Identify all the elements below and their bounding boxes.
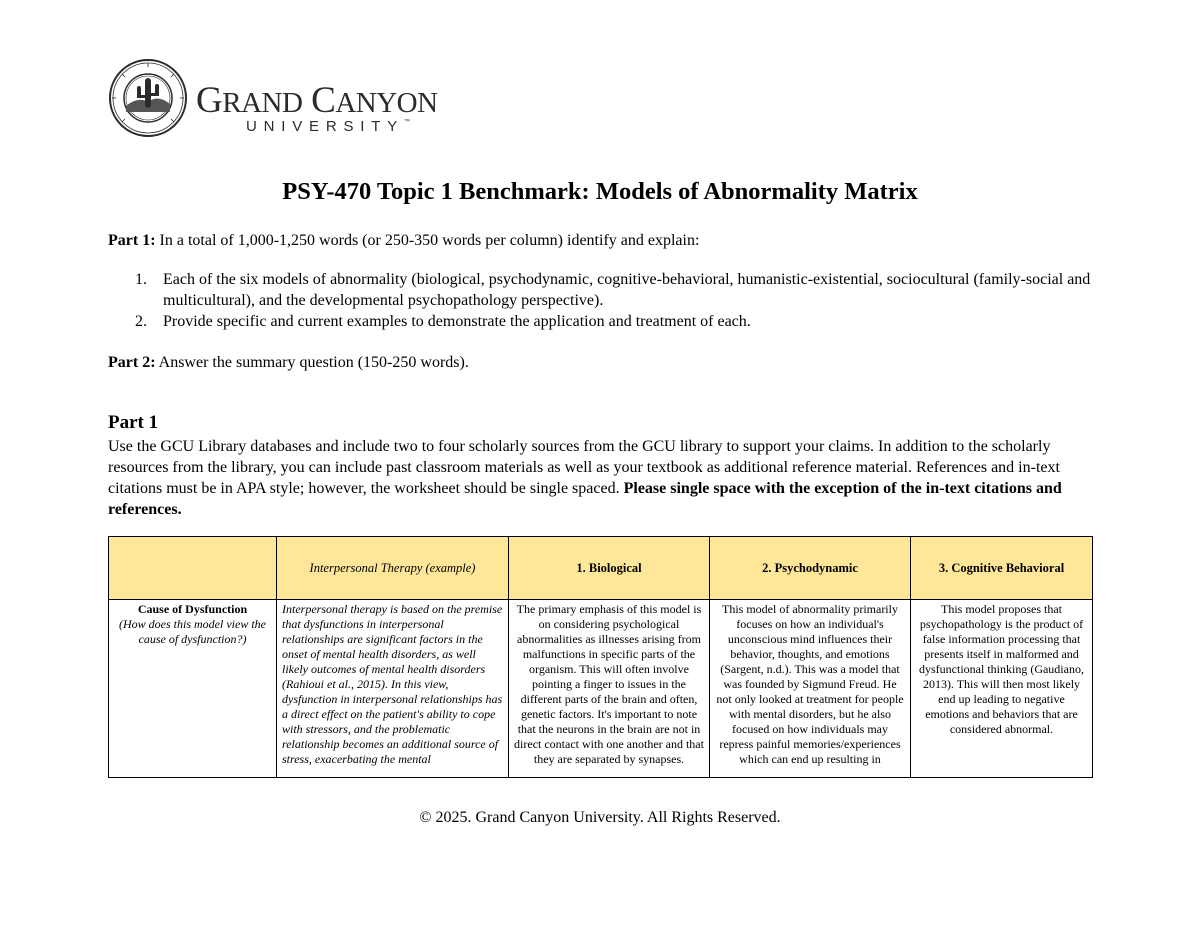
copyright-footer: © 2025. Grand Canyon University. All Rights Reserved. [419,809,781,826]
row-label-cell: Cause of Dysfunction (How does this model view the cause of dysfunction?) [109,600,277,779]
table-row [109,600,1093,779]
table-cell[interactable]: This model of abnormality primarily focuses on how an individual's unconscious mind influences their behavior, thoughts, and emotions (Sargent, n.d.). This was a model that was founded by Sigmund Freud. He not only looked at treatment for people with mental disorders, but he also focused on how individuals may repress painful memories/experiences which can end up resulting in [710,600,911,779]
table-header-cell: 3. Cognitive Behavioral [911,537,1093,600]
part1-instructions: Part 1: In a total of 1,000-1,250 words (or 250-350 words per column) identify and explain: [108,232,700,249]
gcu-logo [108,58,488,138]
table-header-cell: Interpersonal Therapy (example) [277,537,509,600]
list-item: 2. Provide specific and current examples to demonstrate the application and treatment of each. [135,313,751,330]
list-item: 1. Each of the six models of abnormality (biological, psychodynamic, cognitive-behavioral, humanistic-existential, sociocultural (family-social and multicultural), and the developmental psychopathology perspective). [135,271,1091,309]
table-cell[interactable]: Interpersonal therapy is based on the premise that dysfunctions in interpersonal relationships are significant factors in the onset of mental health disorders, as well likely outcomes of mental health disorders (Rahioui et al., 2015). In this view, dysfunction in interpersonal relationships has a direct effect on the patient's ability to cope with stressors, and the problematic relationship becomes an additional source of stress, exacerbating the mental [277,600,509,779]
logo-wordmark: GRAND CANYON [196,80,438,121]
requirements-list [108,269,1098,332]
table-header-cell [109,537,277,600]
section-heading: Part 1 [108,412,159,433]
logo-subword: UNIVERSITY™ [246,118,411,135]
section-instructions: Use the GCU Library databases and include two to four scholarly sources from the GCU library to support your claims. In addition to the scholarly resources from the library, you can include past classroom materials as well as your textbook as additional reference material. References and in-text citations must be in APA style; however, the worksheet should be single spaced. Please single space with the exception of the in-text citations and references. [108,438,1062,518]
abnormality-matrix-table [108,536,1093,778]
table-page-break-line [108,777,1092,778]
table-header-cell: 1. Biological [509,537,710,600]
table-header-row [109,537,1093,600]
table-header-cell: 2. Psychodynamic [710,537,911,600]
part2-instructions: Part 2: Answer the summary question (150-250 words). [108,354,469,371]
table-cell[interactable]: The primary emphasis of this model is on considering psychological abnormalities as illnesses arising from malfunctions in specific parts of the organism. This will often involve pointing a finger to issues in the different parts of the brain and often, genetic factors. It's important to note that the neurons in the brain are not in direct contact with one another and that they are separated by synapses. [509,600,710,779]
university-seal-icon [108,58,188,138]
table-cell[interactable]: This model proposes that psychopathology is the product of false information processing that presents itself in malformed and dysfunctional thinking (Gaudiano, 2013). This will then most likely end up leading to negative emotions and behaviors that are considered abnormal. [911,600,1093,779]
page-title: PSY-470 Topic 1 Benchmark: Models of Abnormality Matrix [282,178,918,205]
